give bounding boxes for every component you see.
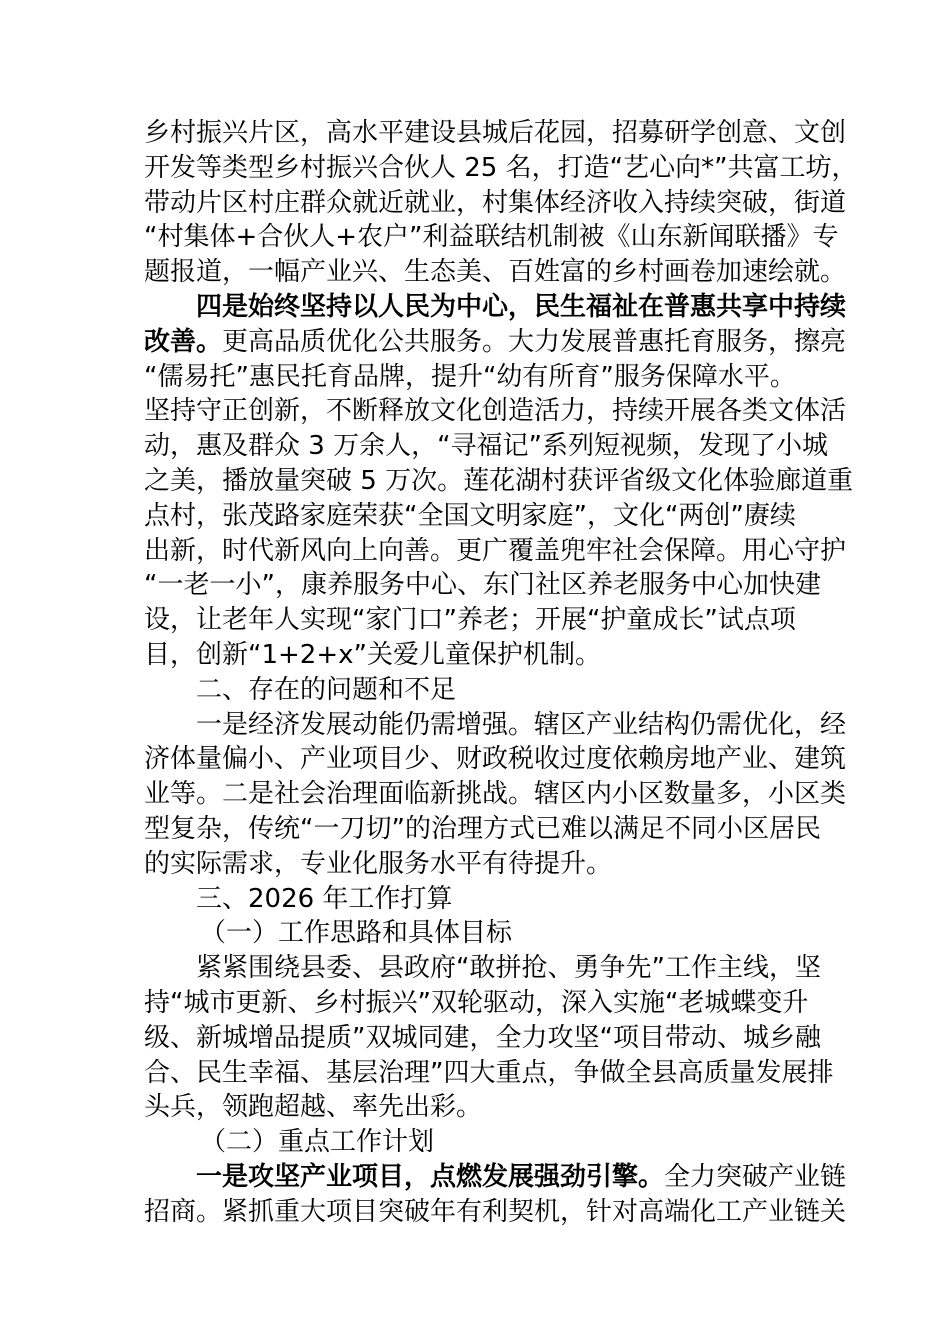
text-line: 设，让老年人实现“家门口”养老；开展“护童成长”试点项 (144, 605, 796, 636)
text-line: 目，创新“1+2+x”关爱儿童保护机制。 (144, 639, 601, 670)
text-line: 持“城市更新、乡村振兴”双轮驱动，深入实施“老城蝶变升 (144, 987, 809, 1018)
subsection-heading: （一）工作思路和具体目标 (200, 918, 513, 949)
section-heading: 三、2026 年工作打算 (196, 883, 453, 914)
text-line: 坚持守正创新，不断释放文化创造活力，持续开展各类文体活 (144, 396, 847, 427)
text-line: 的实际需求，专业化服务水平有待提升。 (144, 848, 613, 879)
text-line: 带动片区村庄群众就近就业，村集体经济收入持续突破，街道 (144, 187, 847, 218)
text-line: 招商。紧抓重大项目突破年有利契机，针对高端化工产业链关 (144, 1196, 847, 1227)
text-line: 乡村振兴片区，高水平建设县城后花园，招募研学创意、文创 (144, 118, 847, 148)
text-line: 级、新城增品提质”双城同建，全力攻坚“项目带动、城乡融 (144, 1022, 821, 1053)
text-line: 头兵，领跑超越、率先出彩。 (144, 1092, 483, 1123)
text-line: 合、民生幸福、基层治理”四大重点，争做全县高质量发展排 (144, 1057, 834, 1088)
text-line: 济体量偏小、产业项目少、财政税收过度依赖房地产业、建筑 (144, 744, 847, 775)
text-line (144, 290, 847, 325)
section-heading: 二、存在的问题和不足 (196, 674, 457, 705)
text-line: “村集体+合伙人+农户”利益联结机制被《山东新闻联播》专 (144, 222, 839, 253)
document-body (144, 116, 858, 1230)
text-line: 开发等类型乡村振兴合伙人 25 名，打造“艺心向*”共富工坊， (144, 152, 858, 183)
text-run: 更高品质优化公共服务。大力发展普惠托育服务，擦亮 (222, 326, 847, 357)
text-line: 一是经济发展动能仍需增强。辖区产业结构仍需优化，经 (196, 709, 847, 740)
text-line: 点村，张茂路家庭荣获“全国文明家庭”，文化“两创”赓续 (144, 500, 796, 531)
bold-heading: 一是攻坚产业项目，点燃发展强劲引擎。 (196, 1161, 665, 1192)
text-line: 题报道，一幅产业兴、生态美、百姓富的乡村画卷加速绘就。 (144, 257, 847, 288)
text-line (144, 325, 847, 360)
text-line (144, 1160, 847, 1195)
text-line: 紧紧围绕县委、县政府“敢拼抢、勇争先”工作主线，坚 (196, 953, 821, 984)
subsection-heading: （二）重点工作计划 (200, 1127, 435, 1158)
text-line: 动，惠及群众 3 万余人，“寻福记”系列短视频，发现了小城 (144, 431, 829, 462)
text-line: 型复杂，传统“一刀切”的治理方式已难以满足不同小区居民 (144, 813, 821, 844)
text-run: 全力突破产业链 (664, 1161, 847, 1192)
text-line: 出新，时代新风向上向善。更广覆盖兜牢社会保障。用心守护 (144, 535, 847, 566)
bold-heading: 改善。 (144, 326, 223, 357)
bold-heading: 四是始终坚持以人民为中心，民生福祉在普惠共享中持续 (196, 291, 847, 322)
text-line: “一老一小”，康养服务中心、东门社区养老服务中心加快建 (144, 570, 821, 601)
text-line: “儒易托”惠民托育品牌，提升“幼有所育”服务保障水平。 (144, 361, 796, 392)
text-line: 业等。二是社会治理面临新挑战。辖区内小区数量多，小区类 (144, 779, 847, 810)
text-line: 之美，播放量突破 5 万次。莲花湖村获评省级文化体验廊道重 (144, 465, 854, 496)
